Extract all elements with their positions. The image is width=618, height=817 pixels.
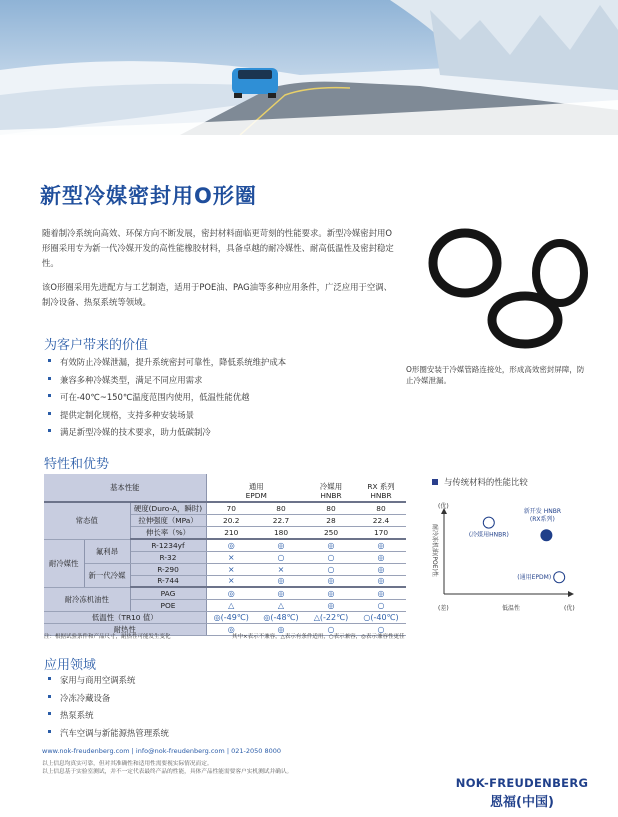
list-item: 满足新型冷媒的技术要求，助力低碳制冷 xyxy=(48,424,286,442)
table-cell: × xyxy=(206,551,256,563)
table-cell: 28 xyxy=(306,515,356,527)
x-high-label: (优) xyxy=(564,605,575,612)
spec-table xyxy=(44,474,406,636)
data-point xyxy=(541,530,552,541)
table-note: 注：根据试验条件和产品尺寸，耐热性可能发生变化 xyxy=(44,634,171,640)
table-cell: 170 xyxy=(356,527,406,540)
table-cell: ○(-40℃) xyxy=(356,611,406,623)
data-point xyxy=(483,517,494,528)
table-cell: ○ xyxy=(356,599,406,611)
logo-brand: NOK-FREUDENBERG xyxy=(455,776,589,790)
y-high-label: (优) xyxy=(438,503,449,510)
row-label: 低温性（TR10 值） xyxy=(44,611,206,623)
subgroup-label: 氟利昂 xyxy=(84,539,130,563)
row-label: R-290 xyxy=(130,563,206,575)
table-row xyxy=(44,563,406,575)
hero-image xyxy=(0,0,618,135)
value-list xyxy=(48,354,286,442)
list-item: 冷冻冷藏设备 xyxy=(48,690,169,708)
list-item: 家用与商用空调系统 xyxy=(48,672,169,690)
table-cell: × xyxy=(206,575,256,587)
table-cell: ◎ xyxy=(256,539,306,551)
row-label: R-1234yf xyxy=(130,539,206,551)
column-header: 冷媒用 HNBR xyxy=(306,474,356,502)
disclaimer-line: 以上信息均真实可靠，但对其准确性和适用性需要视实际情况而定。 xyxy=(42,761,213,767)
group-label: 常态值 xyxy=(44,502,130,539)
value-heading: 为客户带来的价值 xyxy=(44,338,149,353)
table-cell: ◎(-48℃) xyxy=(256,611,306,623)
row-label: POE xyxy=(130,599,206,611)
table-cell: △ xyxy=(256,599,306,611)
website-link[interactable]: www.nok-freudenberg.com xyxy=(42,747,130,755)
point-label: (RX系列) xyxy=(529,516,555,524)
x-axis-label: 低温性 xyxy=(502,605,521,612)
x-low-label: (差) xyxy=(438,605,449,612)
page-title: 新型冷媒密封用O形圈 xyxy=(40,184,257,208)
company-logo xyxy=(452,776,592,810)
table-cell: 70 xyxy=(206,502,256,515)
row-label: PAG xyxy=(130,587,206,599)
group-label: 耐冷媒性 xyxy=(44,539,84,587)
table-cell: ◎ xyxy=(206,539,256,551)
table-cell: ◎ xyxy=(256,623,306,635)
table-cell: ○ xyxy=(306,623,356,635)
table-cell: 20.2 xyxy=(206,515,256,527)
table-cell: 80 xyxy=(256,502,306,515)
column-header: 通用 EPDM xyxy=(206,474,306,502)
table-cell: × xyxy=(206,563,256,575)
table-cell: ○ xyxy=(306,551,356,563)
phone-number: 021-2050 8000 xyxy=(231,747,281,755)
comparison-chart xyxy=(420,472,610,617)
table-cell: ◎ xyxy=(356,587,406,599)
table-cell: ○ xyxy=(256,551,306,563)
point-label: (冷媒用HNBR) xyxy=(468,531,509,539)
table-cell: ◎ xyxy=(306,539,356,551)
table-row xyxy=(44,611,406,623)
row-label: R-32 xyxy=(130,551,206,563)
table-cell: 80 xyxy=(306,502,356,515)
image-caption: O形圈安装于冷媒管路连接处，形成高效密封屏障，防止冷媒泄漏。 xyxy=(406,365,585,385)
table-cell: × xyxy=(256,563,306,575)
table-cell: ○ xyxy=(306,563,356,575)
list-item: 汽车空调与新能源热管理系统 xyxy=(48,725,169,743)
table-cell: ◎ xyxy=(306,599,356,611)
disclaimer-line: 以上信息基于实验室测试，并不一定代表最终产品的性能，具体产品性能需要客户实机测试并确认。 xyxy=(42,769,293,775)
table-cell: ◎ xyxy=(206,587,256,599)
intro-text xyxy=(42,226,394,319)
intro-paragraph: 随着制冷系统向高效、环保方向不断发展，密封材料面临更苛刻的性能要求。新型冷媒密封用O形圈采用专为新一代冷媒开发的高性能橡胶材料，具备卓越的耐冷媒性、耐高低温性及密封稳定性。 xyxy=(42,228,394,268)
table-cell: ○ xyxy=(356,623,406,635)
table-cell: ◎ xyxy=(306,587,356,599)
row-label: 伸长率（%） xyxy=(130,527,206,540)
table-cell: 22.4 xyxy=(356,515,406,527)
table-cell: △ xyxy=(206,599,256,611)
row-label: R-744 xyxy=(130,575,206,587)
column-header: RX 系列 HNBR xyxy=(356,474,406,502)
list-item: 提供定制化规格，支持多种安装场景 xyxy=(48,407,286,425)
group-label: 耐冷冻机油性 xyxy=(44,587,130,611)
features-heading: 特性和优势 xyxy=(44,457,110,472)
list-item: 兼容多种冷媒类型，满足不同应用需求 xyxy=(48,372,286,390)
table-cell: ◎ xyxy=(356,539,406,551)
applications-list xyxy=(48,672,169,742)
table-cell: ◎ xyxy=(306,575,356,587)
list-item: 热泵系统 xyxy=(48,707,169,725)
table-cell: ◎ xyxy=(256,575,306,587)
point-label: (通用EPDM) xyxy=(517,574,552,582)
table-cell: ◎ xyxy=(356,575,406,587)
table-corner: 基本性能 xyxy=(44,474,206,502)
chart-title: 与传统材料的性能比较 xyxy=(432,476,528,488)
table-cell: △(-22℃) xyxy=(306,611,356,623)
disclaimer xyxy=(42,760,292,776)
contact-line: www.nok-freudenberg.com | info@nok-freudenberg.com | 021-2050 8000 xyxy=(42,747,281,755)
table-cell: 22.7 xyxy=(256,515,306,527)
table-cell: ◎(-49℃) xyxy=(206,611,256,623)
row-label: 硬度(Duro-A，瞬时) xyxy=(130,502,206,515)
table-row xyxy=(44,587,406,599)
applications-heading: 应用领域 xyxy=(44,658,97,673)
o-ring-product-image xyxy=(420,225,590,350)
table-cell: ◎ xyxy=(206,623,256,635)
table-cell: ◎ xyxy=(356,551,406,563)
logo-cn: 恩福(中国) xyxy=(490,795,554,810)
table-cell: 80 xyxy=(356,502,406,515)
table-cell: ◎ xyxy=(356,563,406,575)
data-point xyxy=(554,572,565,583)
email-link[interactable]: info@nok-freudenberg.com xyxy=(135,747,225,755)
x-axis-arrow xyxy=(568,591,574,597)
row-label: 耐热性 xyxy=(44,623,206,635)
table-row xyxy=(44,539,406,551)
subgroup-label: 新一代冷媒 xyxy=(84,563,130,587)
intro-paragraph: 该O形圈采用先进配方与工艺制造，适用于POE油、PAG油等多种应用条件，广泛应用于空调、制冷设备、热泵系统等领域。 xyxy=(42,282,392,307)
row-label: 拉伸强度（MPa） xyxy=(130,515,206,527)
point-label: 新开发 HNBR xyxy=(523,508,562,516)
table-legend: 其中×表示不兼容，△表示有条件适用，○表示兼容，◎表示兼容性更佳 xyxy=(232,634,405,640)
table-cell: ◎ xyxy=(256,587,306,599)
table-cell: 250 xyxy=(306,527,356,540)
list-item: 可在-40℃~150℃温度范围内使用，低温性能优越 xyxy=(48,389,286,407)
table-row xyxy=(44,502,406,515)
table-cell: 180 xyxy=(256,527,306,540)
y-axis-label: 耐冷冻机油(POE)性 xyxy=(431,524,438,577)
list-item: 有效防止冷媒泄漏，提升系统密封可靠性，降低系统维护成本 xyxy=(48,354,286,372)
table-cell: 210 xyxy=(206,527,256,540)
